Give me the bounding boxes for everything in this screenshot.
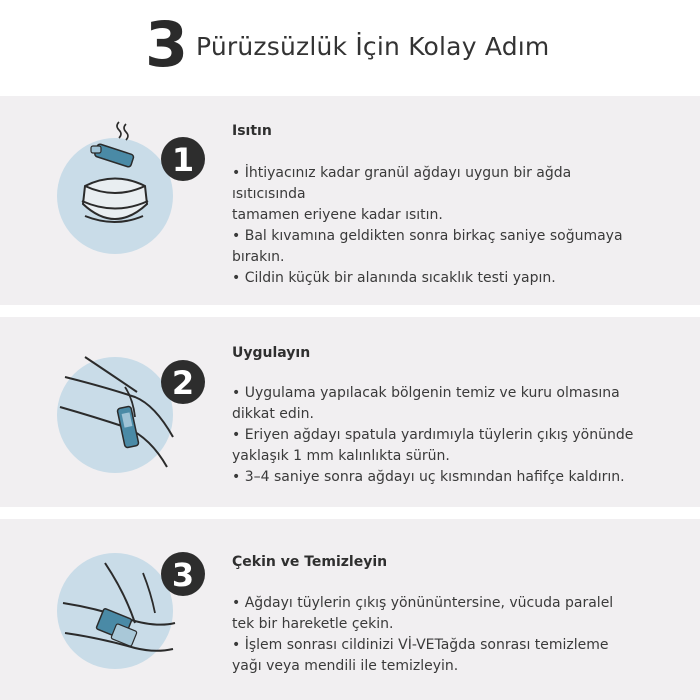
step-line: • Cildin küçük bir alanında sıcaklık testi yapın.	[232, 270, 556, 286]
step-line: • Eriyen ağdayı spatula yardımıyla tüylerin çıkış yönünde	[232, 427, 634, 443]
step-line: • İhtiyacınız kadar granül ağdayı uygun bir ağda	[232, 165, 572, 181]
step-body-3	[232, 593, 672, 677]
step-panel-2	[0, 317, 700, 507]
page-title: Pürüzsüzlük İçin Kolay Adım	[196, 32, 550, 61]
step-line: • 3–4 saniye sonra ağdayı uç kısmından hafifçe kaldırın.	[232, 469, 625, 485]
step-line: bırakın.	[232, 249, 285, 265]
spatula-on-skin-icon	[55, 337, 205, 487]
step-badge-number-1: 1	[171, 141, 195, 179]
wax-heater-icon	[55, 116, 205, 266]
step-title-3: Çekin ve Temizleyin	[232, 554, 388, 570]
header-number: 3	[145, 8, 189, 81]
step-panel-1	[0, 96, 700, 305]
step-line: tek bir hareketle çekin.	[232, 616, 394, 632]
step-line: • İşlem sonrası cildinizi Vİ-VETağda sonrası temizleme	[232, 637, 609, 653]
step-badge-number-3: 3	[171, 556, 195, 594]
header	[0, 0, 700, 90]
step-title-2: Uygulayın	[232, 345, 311, 361]
step-line: ısıtıcısında	[232, 186, 306, 202]
step-line: yağı veya mendili ile temizleyin.	[232, 658, 459, 674]
step-line: tamamen eriyene kadar ısıtın.	[232, 207, 443, 223]
step-line: dikkat edin.	[232, 406, 314, 422]
step-body-2	[232, 383, 672, 488]
step-line: • Uygulama yapılacak bölgenin temiz ve kuru olmasına	[232, 385, 620, 401]
peel-wax-icon	[55, 533, 205, 683]
step-badge-number-2: 2	[171, 364, 195, 402]
step-panel-3	[0, 519, 700, 700]
step-body-1	[232, 163, 672, 289]
step-line: • Bal kıvamına geldikten sonra birkaç saniye soğumaya	[232, 228, 623, 244]
step-title-1: Isıtın	[232, 123, 272, 139]
step-line: yaklaşık 1 mm kalınlıkta sürün.	[232, 448, 450, 464]
step-line: • Ağdayı tüylerin çıkış yönününtersine, vücuda paralel	[232, 595, 614, 611]
